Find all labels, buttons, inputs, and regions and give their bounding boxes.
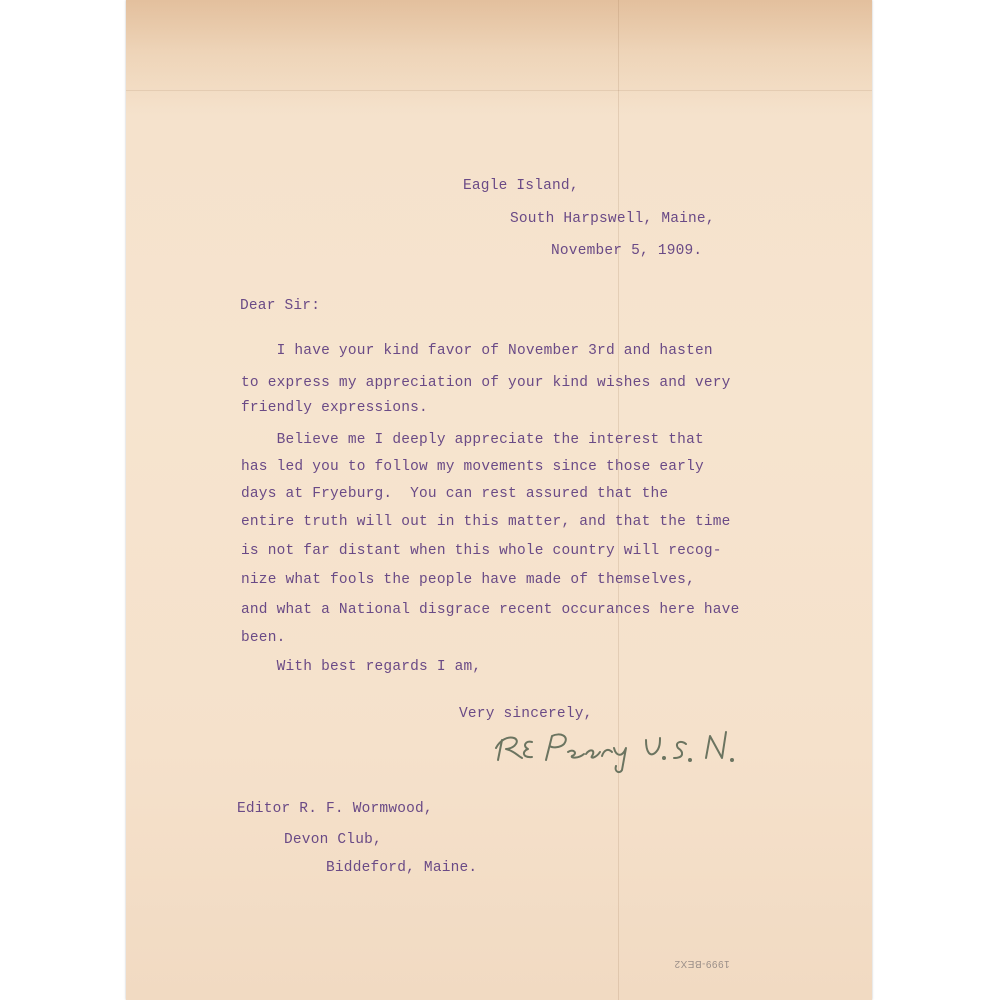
body-line: friendly expressions.	[241, 400, 428, 416]
pencil-inventory-note: 1999-BEX2	[674, 958, 730, 969]
signature-drawing	[488, 718, 768, 778]
closing: Very sincerely,	[459, 706, 593, 722]
recipient-club: Devon Club,	[284, 832, 382, 848]
salutation: Dear Sir:	[240, 298, 321, 314]
body-line: With best regards I am,	[241, 659, 482, 675]
recipient-city: Biddeford, Maine.	[326, 860, 478, 876]
body-line: and what a National disgrace recent occurances here have	[241, 602, 740, 618]
body-line: is not far distant when this whole country will recog-	[241, 543, 722, 559]
address-line-2: South Harpswell, Maine,	[510, 211, 715, 227]
letter-date: November 5, 1909.	[551, 243, 703, 259]
paper-stain	[126, 0, 872, 110]
letter-page	[126, 0, 872, 1000]
handwritten-signature	[488, 718, 768, 778]
body-line: entire truth will out in this matter, and that the time	[241, 514, 731, 530]
body-line: has led you to follow my movements since those early	[241, 459, 704, 475]
body-line: been.	[241, 630, 286, 646]
body-line: Believe me I deeply appreciate the interest that	[241, 432, 704, 448]
recipient-name: Editor R. F. Wormwood,	[237, 801, 433, 817]
body-line: days at Fryeburg. You can rest assured that the	[241, 486, 669, 502]
fold-line-horizontal	[126, 90, 872, 91]
body-line: to express my appreciation of your kind wishes and very	[241, 375, 731, 391]
body-line: nize what fools the people have made of themselves,	[241, 572, 695, 588]
body-line: I have your kind favor of November 3rd and hasten	[241, 343, 713, 359]
address-line-1: Eagle Island,	[463, 178, 579, 194]
